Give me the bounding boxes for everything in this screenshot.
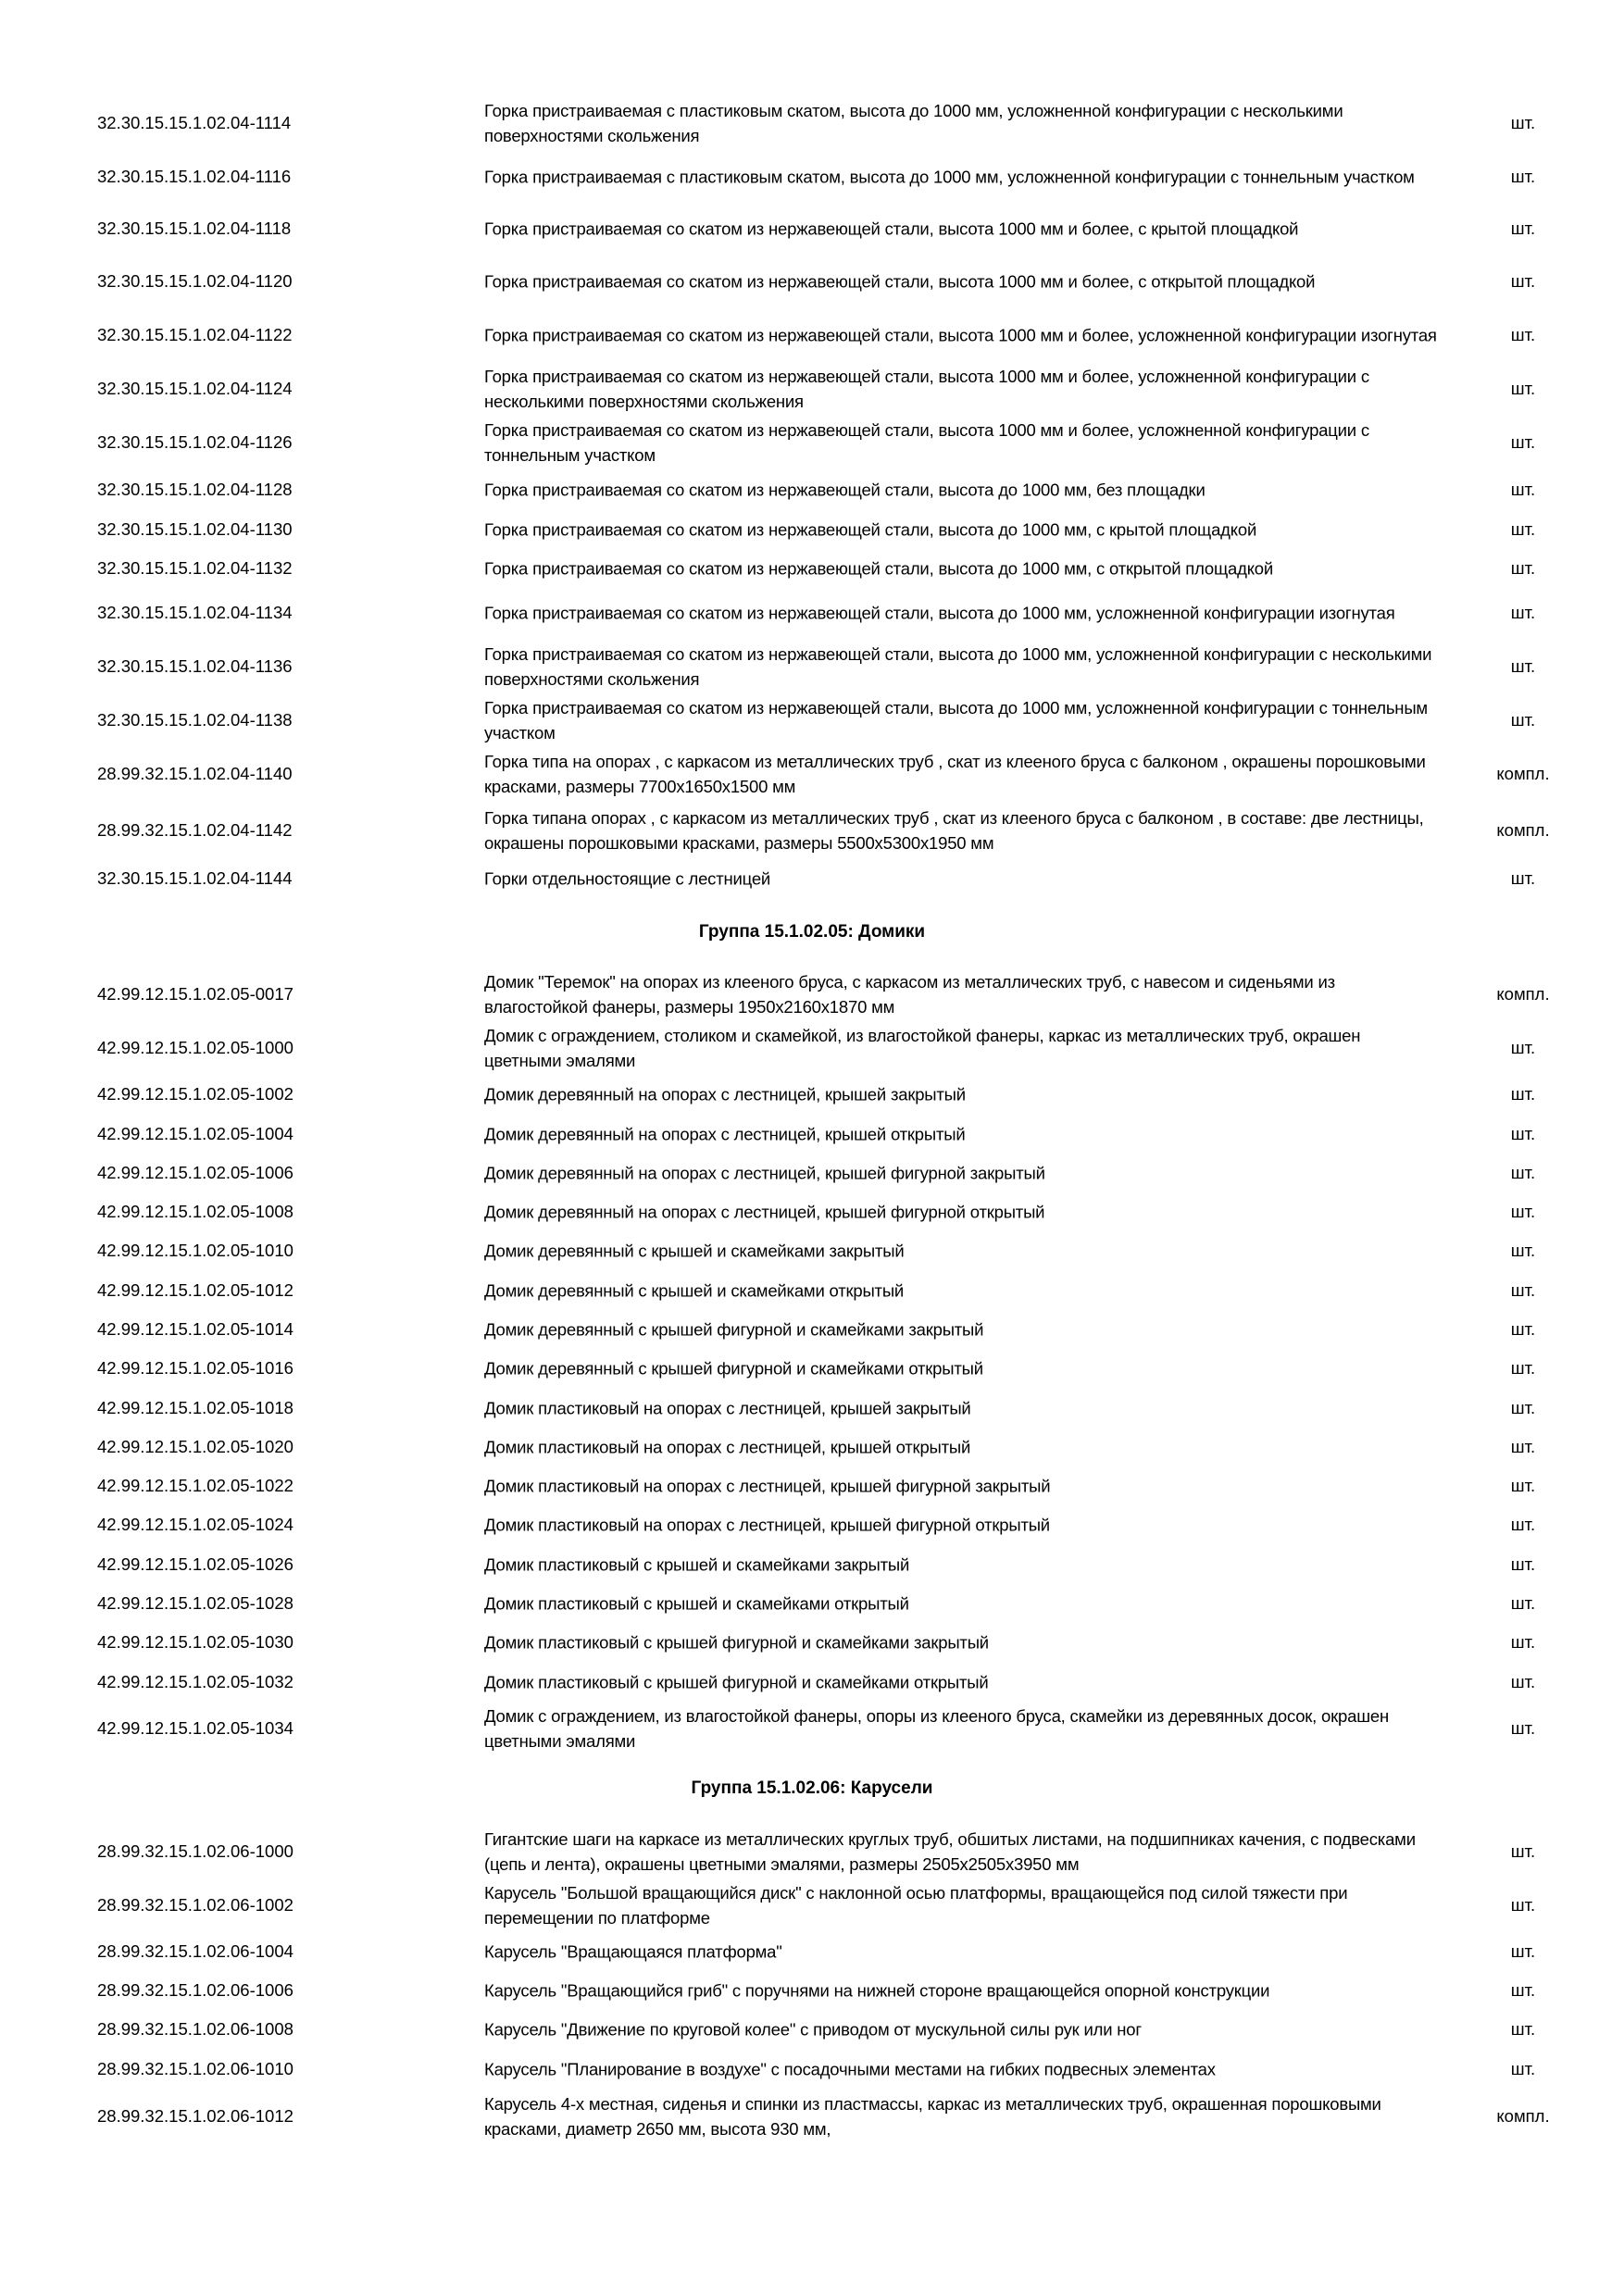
item-description: Карусель "Вращающийся гриб" с поручнями на нижней стороне вращающейся опорной конструкции	[484, 1980, 1270, 2001]
item-code: 42.99.12.15.1.02.05-1006	[97, 1163, 294, 1182]
item-unit: шт.	[1510, 480, 1536, 499]
item-description: Горки отдельностоящие с лестницей	[484, 868, 771, 889]
item-unit: шт.	[1510, 1280, 1536, 1300]
item-description: Горка пристраиваемая со скатом из нержавеющей стали, высота 1000 мм и более, усложненной конфигурации изогнутая	[484, 325, 1437, 345]
item-unit: шт.	[1510, 271, 1536, 291]
item-code: 42.99.12.15.1.02.05-1002	[97, 1084, 294, 1104]
item-description: Домик "Теремок" на опорах из клееного бруса, с каркасом из металлических труб, с навесом и сиденьями из влагостойкой фанеры, размеры 1950х2160х1870 мм	[484, 972, 1335, 1017]
item-code: 42.99.12.15.1.02.05-1034	[97, 1718, 294, 1738]
item-description: Горка пристраиваемая со скатом из нержавеющей стали, высота 1000 мм и более, усложненной конфигурации с тоннельным участком	[484, 420, 1369, 465]
item-unit: шт.	[1510, 1841, 1536, 1861]
item-code: 32.30.15.15.1.02.04-1120	[97, 271, 293, 291]
item-unit: шт.	[1510, 519, 1536, 539]
item-description: Домик пластиковый с крышей фигурной и скамейками открытый	[484, 1672, 989, 1692]
item-code: 28.99.32.15.1.02.06-1010	[97, 2059, 294, 2078]
item-description: Домик пластиковый с крышей и скамейками закрытый	[484, 1554, 910, 1575]
item-code: 32.30.15.15.1.02.04-1144	[97, 868, 293, 888]
item-description: Горка пристраиваемая со скатом из нержавеющей стали, высота до 1000 мм, с открытой площадкой	[484, 558, 1274, 579]
item-code: 28.99.32.15.1.02.06-1000	[97, 1841, 294, 1861]
item-code: 32.30.15.15.1.02.04-1134	[97, 603, 293, 622]
item-description: Домик пластиковый с крышей фигурной и скамейками закрытый	[484, 1632, 989, 1653]
item-code: 28.99.32.15.1.02.06-1006	[97, 1980, 294, 2000]
item-code: 32.30.15.15.1.02.04-1114	[97, 113, 292, 132]
item-unit: шт.	[1510, 1476, 1536, 1495]
item-description: Горка пристраиваемая со скатом из нержавеющей стали, высота до 1000 мм, без площадки	[484, 480, 1206, 500]
item-unit: шт.	[1510, 1084, 1536, 1104]
item-unit: шт.	[1510, 1554, 1536, 1574]
item-description: Горка типана опорах , с каркасом из металлических труб , скат из клееного бруса с балконом , в составе: две лестницы, окрашены порошковыми красками, размеры 5500х5300х1950 мм	[484, 808, 1424, 853]
item-unit: шт.	[1510, 656, 1536, 676]
item-description: Домик пластиковый с крышей и скамейками открытый	[484, 1593, 909, 1614]
item-unit: шт.	[1510, 1632, 1536, 1652]
item-unit: шт.	[1510, 167, 1536, 186]
item-code: 32.30.15.15.1.02.04-1118	[97, 218, 292, 238]
item-code: 32.30.15.15.1.02.04-1130	[97, 519, 293, 539]
item-description: Карусель "Большой вращающийся диск" с наклонной осью платформы, вращающейся под силой тяжести при перемещении по платформе	[484, 1883, 1348, 1928]
item-description: Горка пристраиваемая с пластиковым скатом, высота до 1000 мм, усложненной конфигурации с тоннельным участком	[484, 167, 1415, 187]
item-code: 28.99.32.15.1.02.04-1140	[97, 764, 293, 783]
item-description: Домик пластиковый на опорах с лестницей, крышей фигурной открытый	[484, 1515, 1050, 1535]
item-code: 42.99.12.15.1.02.05-1000	[97, 1038, 294, 1057]
item-description: Домик с ограждением, столиком и скамейкой, из влагостойкой фанеры, каркас из металлических труб, окрашен цветными эмалями	[484, 1026, 1361, 1070]
item-unit: шт.	[1510, 710, 1536, 730]
item-description: Горка пристраиваемая со скатом из нержавеющей стали, высота до 1000 мм, с крытой площадкой	[484, 519, 1257, 540]
item-code: 28.99.32.15.1.02.06-1008	[97, 2019, 294, 2039]
item-code: 32.30.15.15.1.02.04-1116	[97, 167, 292, 186]
item-unit: шт.	[1510, 1941, 1536, 1961]
item-description: Домик деревянный с крышей фигурной и скамейками открытый	[484, 1358, 983, 1379]
item-unit: шт.	[1510, 1593, 1536, 1613]
item-description: Домик деревянный на опорах с лестницей, крышей закрытый	[484, 1084, 966, 1104]
item-description: Домик пластиковый на опорах с лестницей, крышей закрытый	[484, 1398, 971, 1418]
item-unit: шт.	[1510, 325, 1536, 344]
item-description: Карусель 4-х местная, сиденья и спинки из пластмассы, каркас из металлических труб, окрашенная порошковыми красками, диаметр 2650 мм, высота 930 мм,	[484, 2094, 1381, 2139]
item-unit: шт.	[1510, 603, 1536, 622]
item-unit: шт.	[1510, 1358, 1536, 1378]
item-code: 32.30.15.15.1.02.04-1136	[97, 656, 293, 676]
item-description: Горка пристраиваемая со скатом из нержавеющей стали, высота до 1000 мм, усложненной конфигурации с несколькими поверхностями скольжения	[484, 644, 1432, 689]
item-description: Гигантские шаги на каркасе из металлических круглых труб, обшитых листами, на подшипниках качения, с подвесками (цепь и лента), окрашены цветными эмалями, размеры 2505х2505х3950 мм	[484, 1829, 1416, 1874]
item-code: 32.30.15.15.1.02.04-1126	[97, 432, 293, 452]
item-unit: шт.	[1510, 1672, 1536, 1691]
item-code: 42.99.12.15.1.02.05-1004	[97, 1124, 294, 1143]
item-description: Домик с ограждением, из влагостойкой фанеры, опоры из клееного бруса, скамейки из деревянных досок, окрашен цветными эмалями	[484, 1706, 1389, 1751]
item-description: Горка пристраиваемая со скатом из нержавеющей стали, высота до 1000 мм, усложненной конфигурации изогнутая	[484, 603, 1395, 623]
item-unit: шт.	[1510, 432, 1536, 452]
item-code: 28.99.32.15.1.02.06-1002	[97, 1895, 294, 1915]
item-unit: шт.	[1510, 1038, 1536, 1057]
item-description: Горка пристраиваемая со скатом из нержавеющей стали, высота 1000 мм и более, с крытой площадкой	[484, 218, 1299, 239]
item-unit: шт.	[1510, 1163, 1536, 1182]
item-code: 32.30.15.15.1.02.04-1132	[97, 558, 293, 578]
item-description: Горка пристраиваемая со скатом из нержавеющей стали, высота 1000 мм и более, с открытой площадкой	[484, 271, 1316, 292]
item-unit: компл.	[1496, 984, 1550, 1004]
item-code: 42.99.12.15.1.02.05-1022	[97, 1476, 294, 1495]
item-code: 42.99.12.15.1.02.05-1026	[97, 1554, 294, 1574]
item-unit: шт.	[1510, 1437, 1536, 1456]
item-unit: шт.	[1510, 2059, 1536, 2078]
item-unit: шт.	[1510, 113, 1536, 132]
item-code: 42.99.12.15.1.02.05-1012	[97, 1280, 294, 1300]
item-code: 42.99.12.15.1.02.05-1020	[97, 1437, 294, 1456]
item-description: Горка типа на опорах , с каркасом из металлических труб , скат из клееного бруса с балконом , окрашены порошковыми красками, размеры 7700х1650х1500 мм	[484, 752, 1426, 796]
item-unit: шт.	[1510, 1124, 1536, 1143]
item-code: 32.30.15.15.1.02.04-1122	[97, 325, 293, 344]
item-unit: шт.	[1510, 1398, 1536, 1417]
item-code: 28.99.32.15.1.02.06-1012	[97, 2106, 294, 2126]
item-unit: шт.	[1510, 1241, 1536, 1260]
item-description: Карусель "Движение по круговой колее" с приводом от мускульной силы рук или ног	[484, 2019, 1142, 2040]
item-unit: шт.	[1510, 379, 1536, 398]
item-description: Домик деревянный на опорах с лестницей, крышей открытый	[484, 1124, 966, 1144]
item-code: 42.99.12.15.1.02.05-1010	[97, 1241, 294, 1260]
item-code: 42.99.12.15.1.02.05-1008	[97, 1202, 294, 1221]
item-description: Домик пластиковый на опорах с лестницей, крышей фигурной закрытый	[484, 1476, 1051, 1496]
item-code: 32.30.15.15.1.02.04-1124	[97, 379, 293, 398]
item-description: Домик деревянный с крышей фигурной и скамейками закрытый	[484, 1319, 984, 1340]
item-code: 42.99.12.15.1.02.05-1024	[97, 1515, 294, 1534]
item-code: 42.99.12.15.1.02.05-0017	[97, 984, 294, 1004]
item-code: 42.99.12.15.1.02.05-1016	[97, 1358, 294, 1378]
item-unit: компл.	[1496, 764, 1550, 783]
item-unit: компл.	[1496, 820, 1550, 840]
item-description: Горка пристраиваемая со скатом из нержавеющей стали, высота 1000 мм и более, усложненной конфигурации с несколькими поверхностями скольжения	[484, 367, 1369, 411]
item-unit: компл.	[1496, 2106, 1550, 2126]
item-unit: шт.	[1510, 1980, 1536, 2000]
item-code: 42.99.12.15.1.02.05-1028	[97, 1593, 294, 1613]
item-code: 42.99.12.15.1.02.05-1032	[97, 1672, 294, 1691]
group-heading: Группа 15.1.02.06: Карусели	[691, 1778, 933, 1798]
item-description: Карусель "Вращающаяся платформа"	[484, 1941, 782, 1962]
item-unit: шт.	[1510, 1319, 1536, 1339]
item-unit: шт.	[1510, 868, 1536, 888]
item-description: Горка пристраиваемая с пластиковым скатом, высота до 1000 мм, усложненной конфигурации с несколькими поверхностями скольжения	[484, 101, 1343, 145]
item-code: 28.99.32.15.1.02.06-1004	[97, 1941, 294, 1961]
item-unit: шт.	[1510, 1895, 1536, 1915]
item-unit: шт.	[1510, 218, 1536, 238]
item-code: 32.30.15.15.1.02.04-1138	[97, 710, 293, 730]
item-description: Домик деревянный с крышей и скамейками открытый	[484, 1280, 905, 1301]
item-code: 42.99.12.15.1.02.05-1030	[97, 1632, 294, 1652]
item-description: Горка пристраиваемая со скатом из нержавеющей стали, высота до 1000 мм, усложненной конфигурации с тоннельным участком	[484, 698, 1428, 742]
item-unit: шт.	[1510, 2019, 1536, 2039]
item-description: Домик деревянный на опорах с лестницей, крышей фигурной закрытый	[484, 1163, 1045, 1183]
item-unit: шт.	[1510, 558, 1536, 578]
group-heading: Группа 15.1.02.05: Домики	[698, 922, 926, 942]
item-description: Домик деревянный на опорах с лестницей, крышей фигурной открытый	[484, 1202, 1045, 1222]
item-description: Домик деревянный с крышей и скамейками закрытый	[484, 1241, 905, 1261]
item-code: 32.30.15.15.1.02.04-1128	[97, 480, 293, 499]
item-code: 42.99.12.15.1.02.05-1018	[97, 1398, 294, 1417]
item-unit: шт.	[1510, 1515, 1536, 1534]
item-unit: шт.	[1510, 1202, 1536, 1221]
item-description: Домик пластиковый на опорах с лестницей, крышей открытый	[484, 1437, 971, 1457]
item-code: 28.99.32.15.1.02.04-1142	[97, 820, 293, 840]
item-unit: шт.	[1510, 1718, 1536, 1738]
item-description: Карусель "Планирование в воздухе" с посадочными местами на гибких подвесных элементах	[484, 2059, 1216, 2079]
item-code: 42.99.12.15.1.02.05-1014	[97, 1319, 294, 1339]
